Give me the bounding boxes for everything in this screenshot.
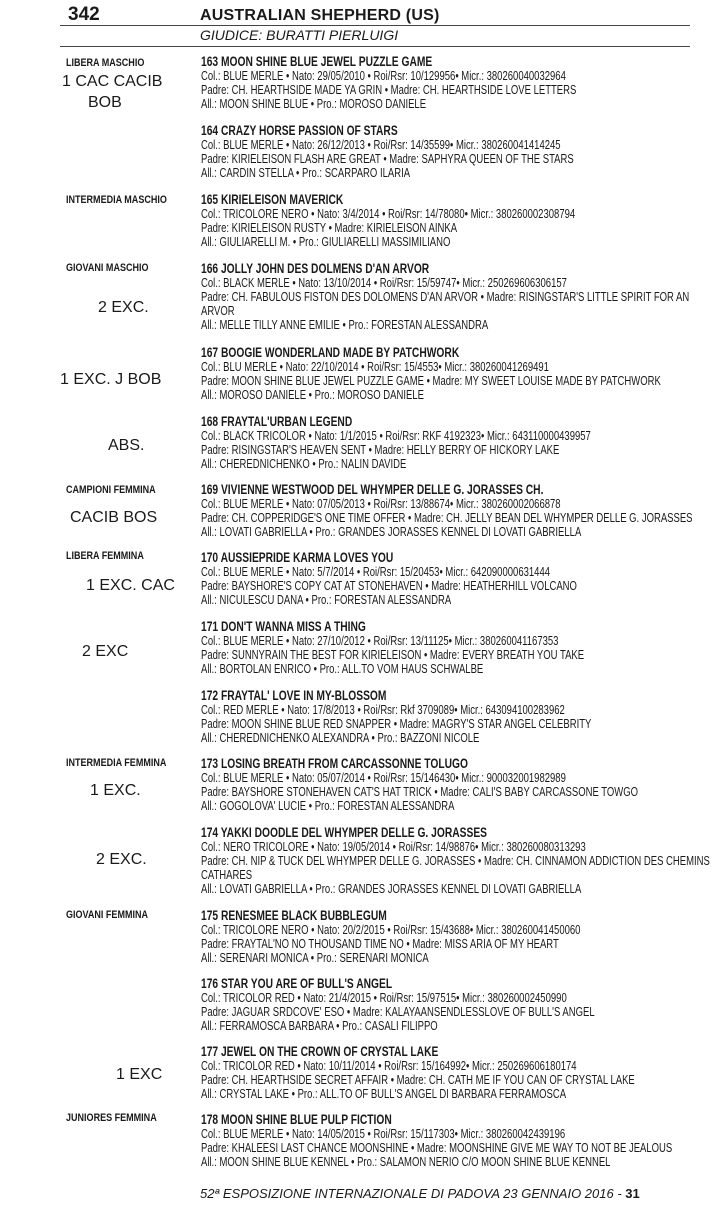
entry-parents-line: Padre: KIRIELEISON RUSTY • Madre: KIRIELEISON AINKA [201,221,458,235]
result-173: 1 EXC. [90,782,141,799]
entry-color-line: Col.: BLUE MERLE • Nato: 27/10/2012 • Roi/Rsr: 13/11125• Micr.: 380260041167353 [201,634,559,648]
entry-color-line: Col.: BLACK TRICOLOR • Nato: 1/1/2015 • Roi/Rsr: RKF 4192323• Micr.: 643110000439957 [201,429,591,443]
result-169: CACIB BOS [70,509,158,526]
entry-164 [201,123,672,180]
class-label-juniores-femmina: JUNIORES FEMMINA [66,1112,157,1124]
entry-parents-line: Padre: MOON SHINE BLUE JEWEL PUZZLE GAME • Madre: MY SWEET LOUISE MADE BY PATCHWORK [201,374,661,388]
entry-name: 167 BOOGIE WONDERLAND MADE BY PATCHWORK [201,345,460,360]
entry-breeder-line: All.: CRYSTAL LAKE • Pro.: ALL.TO OF BULL'S ANGEL DI BARBARA FERRAMOSCA [201,1087,567,1101]
entry-breeder-line: All.: MELLE TILLY ANNE EMILIE • Pro.: FORESTAN ALESSANDRA [201,318,489,332]
result-163-bob: BOB [88,94,122,111]
footer-page-number: 31 [625,1186,640,1201]
entry-color-line: Col.: BLACK MERLE • Nato: 13/10/2014 • Roi/Rsr: 15/59747• Micr.: 250269606306157 [201,276,567,290]
entry-color-line: Col.: TRICOLORE NERO • Nato: 3/4/2014 • Roi/Rsr: 14/78080• Micr.: 380260002308794 [201,207,576,221]
entry-parents-line: Padre: RISINGSTAR'S HEAVEN SENT • Madre: HELLY BERRY OF HICKORY LAKE [201,443,560,457]
entry-178 [201,1112,672,1169]
entry-174 [201,825,710,896]
entry-parents-line: Padre: KIRIELEISON FLASH ARE GREAT • Madre: SAPHYRA QUEEN OF THE STARS [201,152,574,166]
entry-name: 178 MOON SHINE BLUE PULP FICTION [201,1112,392,1127]
entry-parents-line: Padre: BAYSHORE STONEHAVEN CAT'S HAT TRICK • Madre: CALI'S BABY CARCASSONE TOWGO [201,785,639,799]
header-divider-top [60,25,690,26]
result-168: ABS. [108,437,145,454]
entry-breeder-line: All.: MOON SHINE BLUE • Pro.: MOROSO DANIELE [201,97,427,111]
entry-name: 164 CRAZY HORSE PASSION OF STARS [201,123,398,138]
entry-breeder-line: All.: FERRAMOSCA BARBARA • Pro.: CASALI FILIPPO [201,1019,438,1033]
entry-color-line: Col.: TRICOLOR RED • Nato: 21/4/2015 • Roi/Rsr: 15/97515• Micr.: 380260002450990 [201,991,567,1005]
entry-breeder-line: All.: BORTOLAN ENRICO • Pro.: ALL.TO VOM HAUS SCHWALBE [201,662,484,676]
entry-name: 163 MOON SHINE BLUE JEWEL PUZZLE GAME [201,54,433,69]
class-label-intermedia-maschio: INTERMEDIA MASCHIO [66,194,167,206]
entry-163 [201,54,672,111]
entry-name: 177 JEWEL ON THE CROWN OF CRYSTAL LAKE [201,1044,439,1059]
entry-color-line: Col.: NERO TRICOLORE • Nato: 19/05/2014 • Roi/Rsr: 14/98876• Micr.: 380260080313293 [201,840,586,854]
footer-text: 52ª ESPOSIZIONE INTERNAZIONALE DI PADOVA 23 GENNAIO 2016 - [200,1186,626,1201]
entry-breeder-line: All.: SERENARI MONICA • Pro.: SERENARI MONICA [201,951,429,965]
entry-parents-line: Padre: CH. FABULOUS FISTON DES DOLOMENS D'AN ARVOR • Madre: RISINGSTAR'S LITTLE SPIRIT FOR AN [201,290,690,304]
result-163: 1 CAC CACIB [62,73,163,90]
entry-parents-line-cont: CATHARES [201,868,253,882]
page-footer [200,1186,640,1201]
class-label-giovani-femmina: GIOVANI FEMMINA [66,909,149,921]
entry-name: 170 AUSSIEPRIDE KARMA LOVES YOU [201,550,394,565]
entry-color-line: Col.: BLU MERLE • Nato: 22/10/2014 • Roi/Rsr: 15/4553• Micr.: 380260041269491 [201,360,549,374]
entry-name: 174 YAKKI DOODLE DEL WHYMPER DELLE G. JORASSES [201,825,488,840]
entry-name: 172 FRAYTAL' LOVE IN MY-BLOSSOM [201,688,387,703]
judge-name: GIUDICE: BURATTI PIERLUIGI [200,27,399,43]
entry-173 [201,756,672,813]
entry-color-line: Col.: TRICOLOR RED • Nato: 10/11/2014 • Roi/Rsr: 15/164992• Micr.: 250269606180174 [201,1059,577,1073]
entry-color-line: Col.: RED MERLE • Nato: 17/8/2013 • Roi/Rsr: Rkf 3709089• Micr.: 643094100283962 [201,703,565,717]
entry-breeder-line: All.: MOROSO DANIELE • Pro.: MOROSO DANIELE [201,388,424,402]
entry-breeder-line: All.: LOVATI GABRIELLA • Pro.: GRANDES JORASSES KENNEL DI LOVATI GABRIELLA [201,525,582,539]
entry-165 [201,192,672,249]
class-label-campioni-femmina: CAMPIONI FEMMINA [66,484,156,496]
entry-172 [201,688,672,745]
class-label-intermedia-femmina: INTERMEDIA FEMMINA [66,757,167,769]
entry-color-line: Col.: BLUE MERLE • Nato: 5/7/2014 • Roi/Rsr: 15/20453• Micr.: 642090000631444 [201,565,551,579]
entry-170 [201,550,672,607]
entry-breeder-line: All.: LOVATI GABRIELLA • Pro.: GRANDES JORASSES KENNEL DI LOVATI GABRIELLA [201,882,582,896]
entry-parents-line: Padre: MOON SHINE BLUE RED SNAPPER • Madre: MAGRY'S STAR ANGEL CELEBRITY [201,717,592,731]
entry-breeder-line: All.: CARDIN STELLA • Pro.: SCARPARO ILARIA [201,166,411,180]
entry-breeder-line: All.: NICULESCU DANA • Pro.: FORESTAN ALESSANDRA [201,593,452,607]
entry-name: 168 FRAYTAL'URBAN LEGEND [201,414,353,429]
entry-color-line: Col.: BLUE MERLE • Nato: 14/05/2015 • Roi/Rsr: 15/117303• Micr.: 380260042439196 [201,1127,566,1141]
entry-parents-line: Padre: FRAYTAL'NO NO THOUSAND TIME NO • Madre: MISS ARIA OF MY HEART [201,937,559,951]
result-171: 2 EXC [82,643,129,660]
entry-177 [201,1044,672,1101]
entry-name: 166 JOLLY JOHN DES DOLMENS D'AN ARVOR [201,261,430,276]
entry-name: 171 DON'T WANNA MISS A THING [201,619,366,634]
breed-title: AUSTRALIAN SHEPHERD (US) [200,7,440,24]
page-number: 342 [68,4,100,25]
entry-name: 165 KIRIELEISON MAVERICK [201,192,344,207]
entry-parents-line: Padre: CH. HEARTHSIDE MADE YA GRIN • Madre: CH. HEARTHSIDE LOVE LETTERS [201,83,577,97]
entry-175 [201,908,672,965]
entry-176 [201,976,672,1033]
result-174: 2 EXC. [96,851,147,868]
result-167: 1 EXC. J BOB [60,371,162,388]
entry-breeder-line: All.: MOON SHINE BLUE KENNEL • Pro.: SALAMON NERIO C/O MOON SHINE BLUE KENNEL [201,1155,611,1169]
entry-breeder-line: All.: GIULIARELLI M. • Pro.: GIULIARELLI MASSIMILIANO [201,235,451,249]
entry-parents-line: Padre: CH. NIP & TUCK DEL WHYMPER DELLE G. JORASSES • Madre: CH. CINNAMON ADDICTION DES CHEMINS [201,854,710,868]
entry-color-line: Col.: TRICOLORE NERO • Nato: 20/2/2015 • Roi/Rsr: 15/43688• Micr.: 380260041450060 [201,923,581,937]
entry-breeder-line: All.: CHEREDNICHENKO ALEXANDRA • Pro.: BAZZONI NICOLE [201,731,480,745]
entry-parents-line: Padre: CH. HEARTHSIDE SECRET AFFAIR • Madre: CH. CATH ME IF YOU CAN OF CRYSTAL LAKE [201,1073,635,1087]
entry-breeder-line: All.: CHEREDNICHENKO • Pro.: NALIN DAVIDE [201,457,407,471]
entry-168 [201,414,672,471]
result-170: 1 EXC. CAC [86,577,175,594]
entry-color-line: Col.: BLUE MERLE • Nato: 05/07/2014 • Roi/Rsr: 15/146430• Micr.: 900032001982989 [201,771,566,785]
result-177: 1 EXC [116,1066,163,1083]
entry-166 [201,261,690,332]
entry-parents-line: Padre: SUNNYRAIN THE BEST FOR KIRIELEISON • Madre: EVERY BREATH YOU TAKE [201,648,585,662]
entry-color-line: Col.: BLUE MERLE • Nato: 07/05/2013 • Roi/Rsr: 13/88674• Micr.: 380260002066878 [201,497,561,511]
entry-name: 176 STAR YOU ARE OF BULL'S ANGEL [201,976,393,991]
entry-parents-line-cont: ARVOR [201,304,235,318]
entry-parents-line: Padre: BAYSHORE'S COPY CAT AT STONEHAVEN • Madre: HEATHERHILL VOLCANO [201,579,577,593]
entry-name: 173 LOSING BREATH FROM CARCASSONNE TOLUGO [201,756,468,771]
entry-color-line: Col.: BLUE MERLE • Nato: 26/12/2013 • Roi/Rsr: 14/35599• Micr.: 380260041414245 [201,138,561,152]
entry-parents-line: Padre: CH. COPPERIDGE'S ONE TIME OFFER • Madre: CH. JELLY BEAN DEL WHYMPER DELLE G. JORASSES [201,511,693,525]
entry-parents-line: Padre: KHALEESI LAST CHANCE MOONSHINE • Madre: MOONSHINE GIVE ME WAY TO NOT BE JEALOUS [201,1141,673,1155]
entry-169 [201,482,693,539]
entry-breeder-line: All.: GOGOLOVA' LUCIE • Pro.: FORESTAN ALESSANDRA [201,799,455,813]
entry-color-line: Col.: BLUE MERLE • Nato: 29/05/2010 • Roi/Rsr: 10/129956• Micr.: 380260040032964 [201,69,566,83]
class-label-libera-femmina: LIBERA FEMMINA [66,550,144,562]
entry-parents-line: Padre: JAGUAR SRDCOVE' ESO • Madre: KALAYAANSENDLESSLOVE OF BULL'S ANGEL [201,1005,595,1019]
entry-name: 169 VIVIENNE WESTWOOD DEL WHYMPER DELLE G. JORASSES CH. [201,482,544,497]
result-166: 2 EXC. [98,299,149,316]
entry-171 [201,619,672,676]
class-label-giovani-maschio: GIOVANI MASCHIO [66,262,149,274]
header-divider-bottom [60,46,690,47]
entry-167 [201,345,672,402]
class-label-libera-maschio: LIBERA MASCHIO [66,57,145,69]
entry-name: 175 RENESMEE BLACK BUBBLEGUM [201,908,387,923]
